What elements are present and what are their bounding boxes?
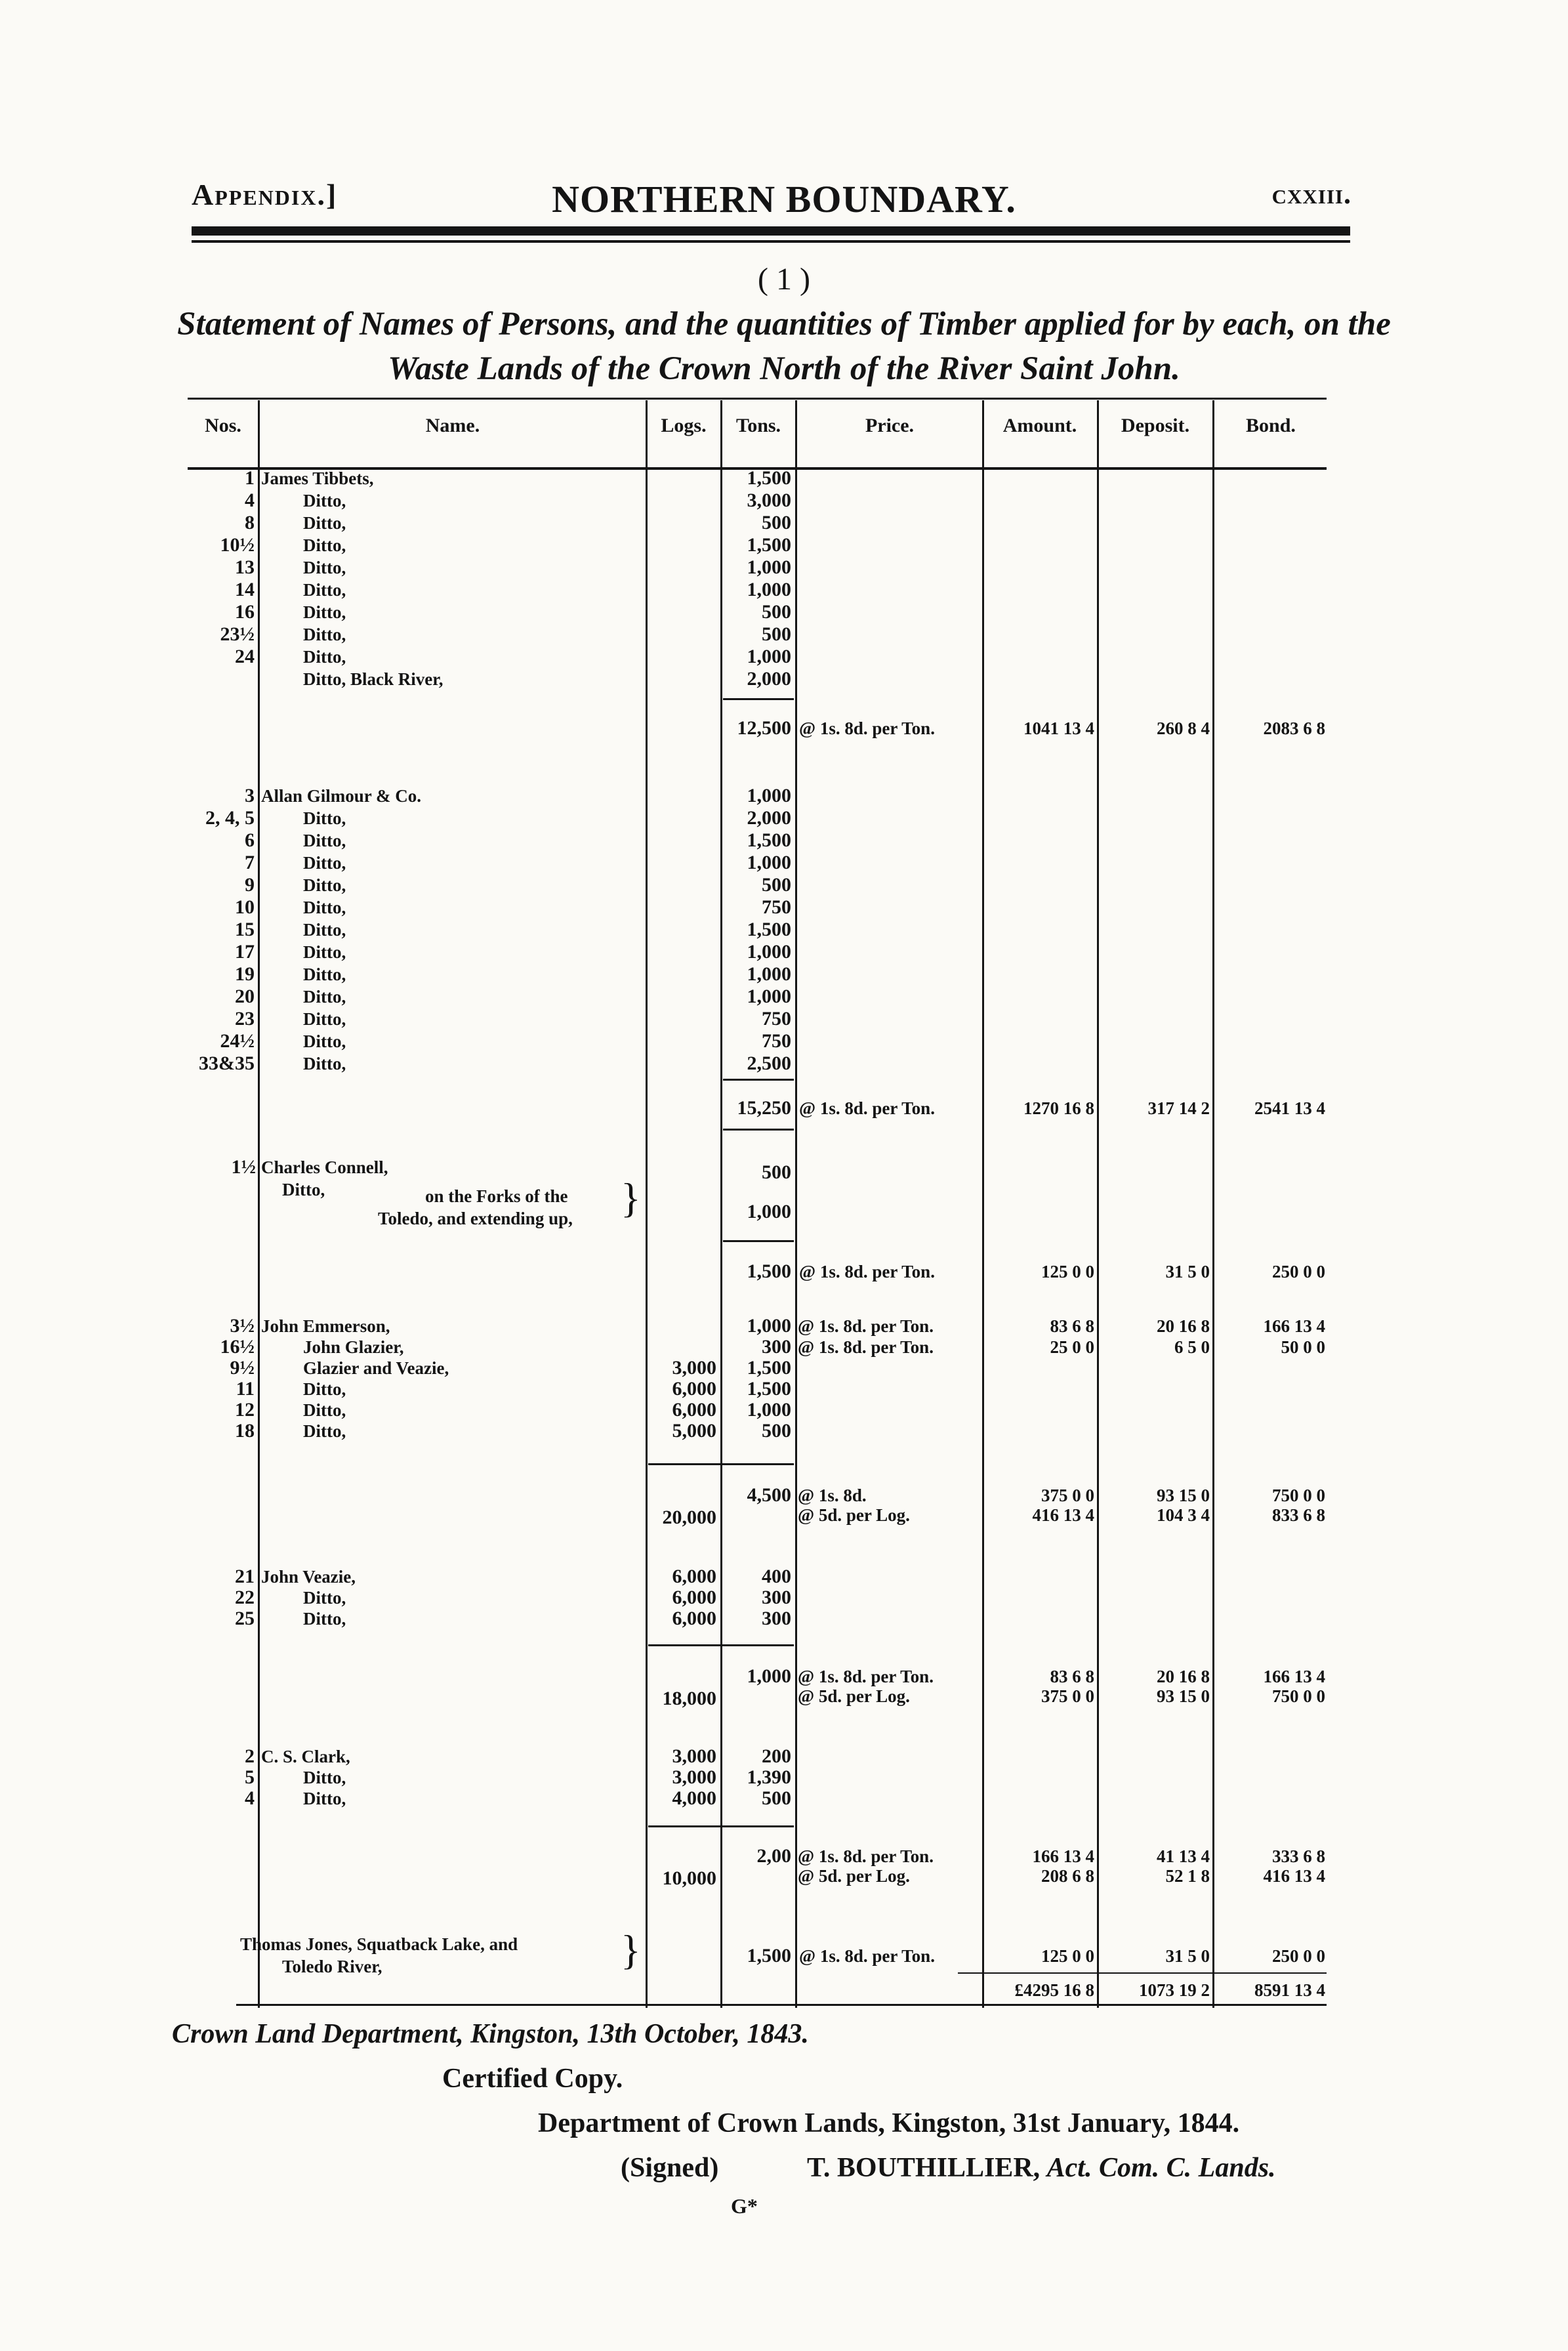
amount: 375 0 0: [1041, 1686, 1094, 1706]
brace: }: [621, 1926, 641, 1973]
deposit: 93 15 0: [1157, 1686, 1210, 1706]
row-no: 16: [235, 601, 255, 623]
bond: 2541 13 4: [1254, 1098, 1325, 1118]
subtotal-tons: 1,000: [747, 1665, 791, 1687]
row-tons: 1,500: [747, 1378, 791, 1400]
row-no: 17: [235, 941, 255, 963]
col-header-nos: Nos.: [205, 415, 241, 436]
row-name: Ditto,: [303, 580, 346, 600]
deposit: 317 14 2: [1147, 1098, 1210, 1118]
statement-title: Statement of Names of Persons, and the quantities of Timber applied for by each, on the Waste Lands of the Crown North of the River Saint John.: [177, 306, 1391, 387]
row-deposit: 6 5 0: [1174, 1337, 1210, 1357]
row-logs: 6,000: [672, 1378, 716, 1400]
row-tons: 2,000: [747, 807, 791, 829]
row-logs: 4,000: [672, 1787, 716, 1809]
row-tons: 1,000: [747, 986, 791, 1007]
brace: }: [621, 1175, 641, 1221]
row-name: Ditto,: [303, 1054, 346, 1073]
row-deposit: 20 16 8: [1157, 1316, 1210, 1336]
row-name: Ditto,: [303, 898, 346, 917]
row-no: 23: [235, 1008, 255, 1030]
row-name: Ditto,: [303, 602, 346, 622]
row-logs: 3,000: [672, 1745, 716, 1767]
row-name: John Emmerson,: [261, 1316, 390, 1336]
row-name: C. S. Clark,: [261, 1747, 350, 1766]
row-tons: 1,500: [747, 534, 791, 556]
amount: 125 0 0: [1041, 1946, 1094, 1966]
row-no: 24: [235, 646, 255, 667]
row-no: 18: [235, 1420, 255, 1442]
subtotal-logs: 10,000: [662, 1867, 716, 1889]
row-name: Ditto,: [303, 808, 346, 828]
col-header-logs: Logs.: [661, 415, 707, 436]
signatory-title: Act. Com. C. Lands.: [1046, 2153, 1276, 2183]
row-name: Ditto,: [303, 965, 346, 984]
row-logs: 3,000: [672, 1357, 716, 1379]
amount: 1041 13 4: [1023, 718, 1094, 738]
row-name: Ditto,: [303, 920, 346, 940]
table-bottom-rule: [236, 2004, 1327, 2006]
row-tons: 500: [762, 623, 791, 645]
total-deposit: 1073 19 2: [1139, 1980, 1210, 2000]
dept-date-line: Crown Land Department, Kingston, 13th October, 1843.: [172, 2019, 809, 2049]
col-rule: [1097, 400, 1099, 2008]
amount: 83 6 8: [1050, 1667, 1094, 1686]
header-rule-thick: [192, 226, 1350, 236]
row-name: Ditto,: [303, 1400, 346, 1420]
row-tons: 400: [762, 1566, 791, 1587]
row-name: John Glazier,: [303, 1337, 404, 1357]
row-no: 4: [245, 489, 255, 511]
col-header-amount: Amount.: [1002, 415, 1077, 436]
subtotal-logs: 18,000: [662, 1688, 716, 1709]
signed-label: (Signed): [621, 2153, 719, 2183]
col-header-name: Name.: [425, 415, 480, 436]
row-name: Ditto,: [303, 1421, 346, 1441]
row-tons: 3,000: [747, 489, 791, 511]
row-no: 9½: [230, 1357, 255, 1379]
bond: 750 0 0: [1272, 1686, 1325, 1706]
row-name: Ditto,: [303, 1379, 346, 1399]
row-tons: 1,500: [747, 1357, 791, 1379]
subtotal-rule: [648, 1825, 794, 1827]
deposit: 41 13 4: [1157, 1846, 1210, 1866]
row-name: Ditto, Black River,: [303, 669, 444, 689]
row-no: 9: [245, 874, 255, 896]
row-tons: 1,500: [747, 467, 791, 489]
row-name: Ditto,: [303, 831, 346, 850]
row-tons: 1,000: [747, 579, 791, 600]
statement-number: ( 1 ): [758, 262, 810, 297]
row-tons: 500: [762, 601, 791, 623]
row-logs: 3,000: [672, 1766, 716, 1788]
row-tons: 500: [762, 1787, 791, 1809]
row-name: Ditto,: [303, 625, 346, 644]
price: @ 1s. 8d. per Ton.: [799, 718, 935, 738]
subtotal-tons: 4,500: [747, 1484, 791, 1506]
row-no: 10½: [220, 534, 255, 556]
deposit: 31 5 0: [1165, 1262, 1210, 1281]
deposit: 20 16 8: [1157, 1667, 1210, 1686]
price: @ 1s. 8d. per Ton.: [799, 1098, 935, 1118]
row-no: 24½: [220, 1030, 255, 1052]
bond: 833 6 8: [1272, 1505, 1325, 1525]
row-no: 20: [235, 986, 255, 1007]
subtotal-tons: 2,00: [756, 1845, 791, 1867]
amount: 125 0 0: [1041, 1262, 1094, 1281]
row-tons: 1,500: [747, 1945, 791, 1966]
row-tons: 1,500: [747, 829, 791, 851]
price: @ 1s. 8d. per Ton.: [798, 1667, 934, 1686]
price: @ 5d. per Log.: [798, 1686, 910, 1706]
bond: 333 6 8: [1272, 1846, 1325, 1866]
amount: 375 0 0: [1041, 1486, 1094, 1505]
row-logs: 6,000: [672, 1566, 716, 1587]
deposit: 31 5 0: [1165, 1946, 1210, 1966]
row-no: 5: [245, 1766, 255, 1788]
row-tons: 300: [762, 1608, 791, 1629]
row-no: 3: [245, 785, 255, 806]
col-rule: [795, 400, 797, 2008]
subtotal-logs: 20,000: [662, 1507, 716, 1528]
row-name: Ditto,: [303, 853, 346, 873]
row-tons: 750: [762, 1008, 791, 1030]
row-no: 4: [245, 1787, 255, 1809]
bond: 250 0 0: [1272, 1262, 1325, 1281]
row-tons: 1,000: [747, 941, 791, 963]
row-name: James Tibbets,: [261, 468, 374, 488]
signatory-name: T. BOUTHILLIER,: [807, 2153, 1041, 2183]
row-logs: 6,000: [672, 1587, 716, 1608]
row-name: Ditto,: [303, 1789, 346, 1808]
row-no: 11: [236, 1378, 255, 1400]
row-name: Ditto,: [303, 1609, 346, 1629]
row-amount: 25 0 0: [1050, 1337, 1094, 1357]
row-tons: 1,500: [747, 919, 791, 940]
page-number: cxxiii.: [1271, 178, 1351, 210]
row-tons: 1,000: [747, 1399, 791, 1421]
row-tons: 750: [762, 1030, 791, 1052]
amount: 166 13 4: [1032, 1846, 1094, 1866]
subtotal-tons: 1,500: [747, 1260, 791, 1282]
row-name: Ditto,: [303, 1588, 346, 1608]
row-no: 8: [245, 512, 255, 533]
row-name: Ditto,: [303, 535, 346, 555]
row-name: on the Forks of the: [425, 1186, 568, 1206]
row-name: Glazier and Veazie,: [303, 1358, 449, 1378]
row-tons: 1,390: [747, 1766, 791, 1788]
row-no: 3½: [230, 1315, 255, 1337]
col-header-bond: Bond.: [1246, 415, 1296, 436]
subtotal-rule: [723, 1240, 794, 1242]
row-no: 10: [235, 896, 255, 918]
appendix-label: Appendix.]: [192, 178, 338, 211]
row-bond: 50 0 0: [1281, 1337, 1325, 1357]
price: @ 1s. 8d. per Ton.: [798, 1846, 934, 1866]
col-rule: [258, 400, 260, 2008]
row-no: 19: [235, 963, 255, 985]
row-tons: 2,500: [747, 1052, 791, 1074]
row-tons: 300: [762, 1587, 791, 1608]
row-tons: 200: [762, 1745, 791, 1767]
row-name: Ditto,: [303, 513, 346, 533]
row-name: Charles Connell,: [261, 1157, 388, 1177]
row-tons: 1,000: [747, 1201, 791, 1222]
row-name: Ditto,: [303, 491, 346, 510]
row-tons: 2,000: [747, 668, 791, 690]
row-tons: 750: [762, 896, 791, 918]
table-top-rule: [188, 398, 1327, 400]
signature-mark: G*: [731, 2194, 758, 2218]
col-header-tons: Tons.: [735, 415, 781, 436]
row-name: Ditto,: [303, 987, 346, 1007]
certified-copy: Certified Copy.: [442, 2064, 623, 2094]
price: @ 1s. 8d.: [798, 1486, 867, 1505]
row-no: 13: [235, 556, 255, 578]
amount: 1270 16 8: [1023, 1098, 1094, 1118]
row-tons: 300: [762, 1336, 791, 1358]
subtotal-rule: [723, 1129, 794, 1131]
row-name: Toledo River,: [282, 1957, 382, 1976]
price: @ 5d. per Log.: [798, 1866, 910, 1886]
deposit: 260 8 4: [1157, 718, 1210, 738]
row-no: 1: [245, 467, 255, 489]
col-rule: [646, 400, 648, 2008]
row-no: 16½: [220, 1336, 255, 1358]
row-no: 1½: [231, 1156, 256, 1178]
row-name: John Veazie,: [261, 1567, 356, 1587]
row-price: @ 1s. 8d. per Ton.: [798, 1337, 934, 1357]
col-rule: [720, 400, 722, 2008]
row-no: 2: [245, 1745, 255, 1767]
row-tons: 1,000: [747, 785, 791, 806]
row-logs: 6,000: [672, 1608, 716, 1629]
row-no: 25: [235, 1608, 255, 1629]
row-tons: 1,000: [747, 963, 791, 985]
signatory: [807, 2152, 1276, 2184]
row-price: @ 1s. 8d. per Ton.: [798, 1316, 934, 1336]
row-no: 14: [235, 579, 255, 600]
bond: 416 13 4: [1263, 1866, 1325, 1886]
price: @ 1s. 8d. per Ton.: [799, 1946, 935, 1966]
deposit: 52 1 8: [1165, 1866, 1210, 1886]
deposit: 93 15 0: [1157, 1486, 1210, 1505]
row-name: Toledo, and extending up,: [378, 1209, 573, 1228]
row-name: Ditto,: [303, 647, 346, 667]
row-no: 6: [245, 829, 255, 851]
header-rule-thin: [192, 240, 1350, 243]
col-header-price: Price.: [865, 415, 915, 436]
row-tons: 500: [762, 512, 791, 533]
row-tons: 1,000: [747, 1315, 791, 1337]
subtotal-rule: [648, 1463, 794, 1465]
row-name: Ditto,: [303, 875, 346, 895]
bond: 166 13 4: [1263, 1667, 1325, 1686]
row-amount: 83 6 8: [1050, 1316, 1094, 1336]
bond: 250 0 0: [1272, 1946, 1325, 1966]
subtotal-rule: [648, 1644, 794, 1646]
row-name: Ditto,: [282, 1180, 325, 1199]
row-name: Ditto,: [303, 1031, 346, 1051]
row-name: Ditto,: [303, 1009, 346, 1029]
subtotal-tons: 15,250: [737, 1097, 791, 1119]
bond: 750 0 0: [1272, 1486, 1325, 1505]
row-logs: 6,000: [672, 1399, 716, 1421]
row-name: Ditto,: [303, 942, 346, 962]
row-no: 12: [235, 1399, 255, 1421]
bond: 2083 6 8: [1263, 718, 1325, 738]
row-logs: 5,000: [672, 1420, 716, 1442]
row-tons: 500: [762, 1420, 791, 1442]
row-name: Thomas Jones, Squatback Lake, and: [240, 1934, 518, 1954]
row-no: 21: [235, 1566, 255, 1587]
price: @ 5d. per Log.: [798, 1505, 910, 1525]
total-bond: 8591 13 4: [1254, 1980, 1325, 2000]
price: @ 1s. 8d. per Ton.: [799, 1262, 935, 1281]
row-name: Allan Gilmour & Co.: [261, 786, 422, 806]
subtotal-rule: [723, 698, 794, 700]
row-tons: 500: [762, 874, 791, 896]
running-title: NORTHERN BOUNDARY.: [552, 178, 1016, 220]
row-no: 23½: [220, 623, 255, 645]
row-no: 22: [235, 1587, 255, 1608]
row-name: Ditto,: [303, 558, 346, 577]
row-no: 7: [245, 852, 255, 873]
row-no: 33&35: [199, 1052, 255, 1074]
col-header-deposit: Deposit.: [1121, 415, 1190, 436]
deposit: 104 3 4: [1157, 1505, 1210, 1525]
row-name: Ditto,: [303, 1768, 346, 1787]
amount: 416 13 4: [1032, 1505, 1094, 1525]
col-rule: [982, 400, 984, 2008]
dept-line-2: Department of Crown Lands, Kingston, 31st January, 1844.: [538, 2108, 1240, 2138]
row-tons: 1,000: [747, 852, 791, 873]
row-no: 2, 4, 5: [205, 807, 255, 829]
row-bond: 166 13 4: [1263, 1316, 1325, 1336]
subtotal-rule: [723, 1079, 794, 1081]
row-tons: 500: [762, 1161, 791, 1183]
col-rule: [1212, 400, 1214, 2008]
row-tons: 1,000: [747, 556, 791, 578]
row-tons: 1,000: [747, 646, 791, 667]
total-rule: [958, 1972, 1327, 1974]
subtotal-tons: 12,500: [737, 717, 791, 739]
row-no: 15: [235, 919, 255, 940]
amount: 208 6 8: [1041, 1866, 1094, 1886]
total-amount: £4295 16 8: [1014, 1980, 1094, 2000]
